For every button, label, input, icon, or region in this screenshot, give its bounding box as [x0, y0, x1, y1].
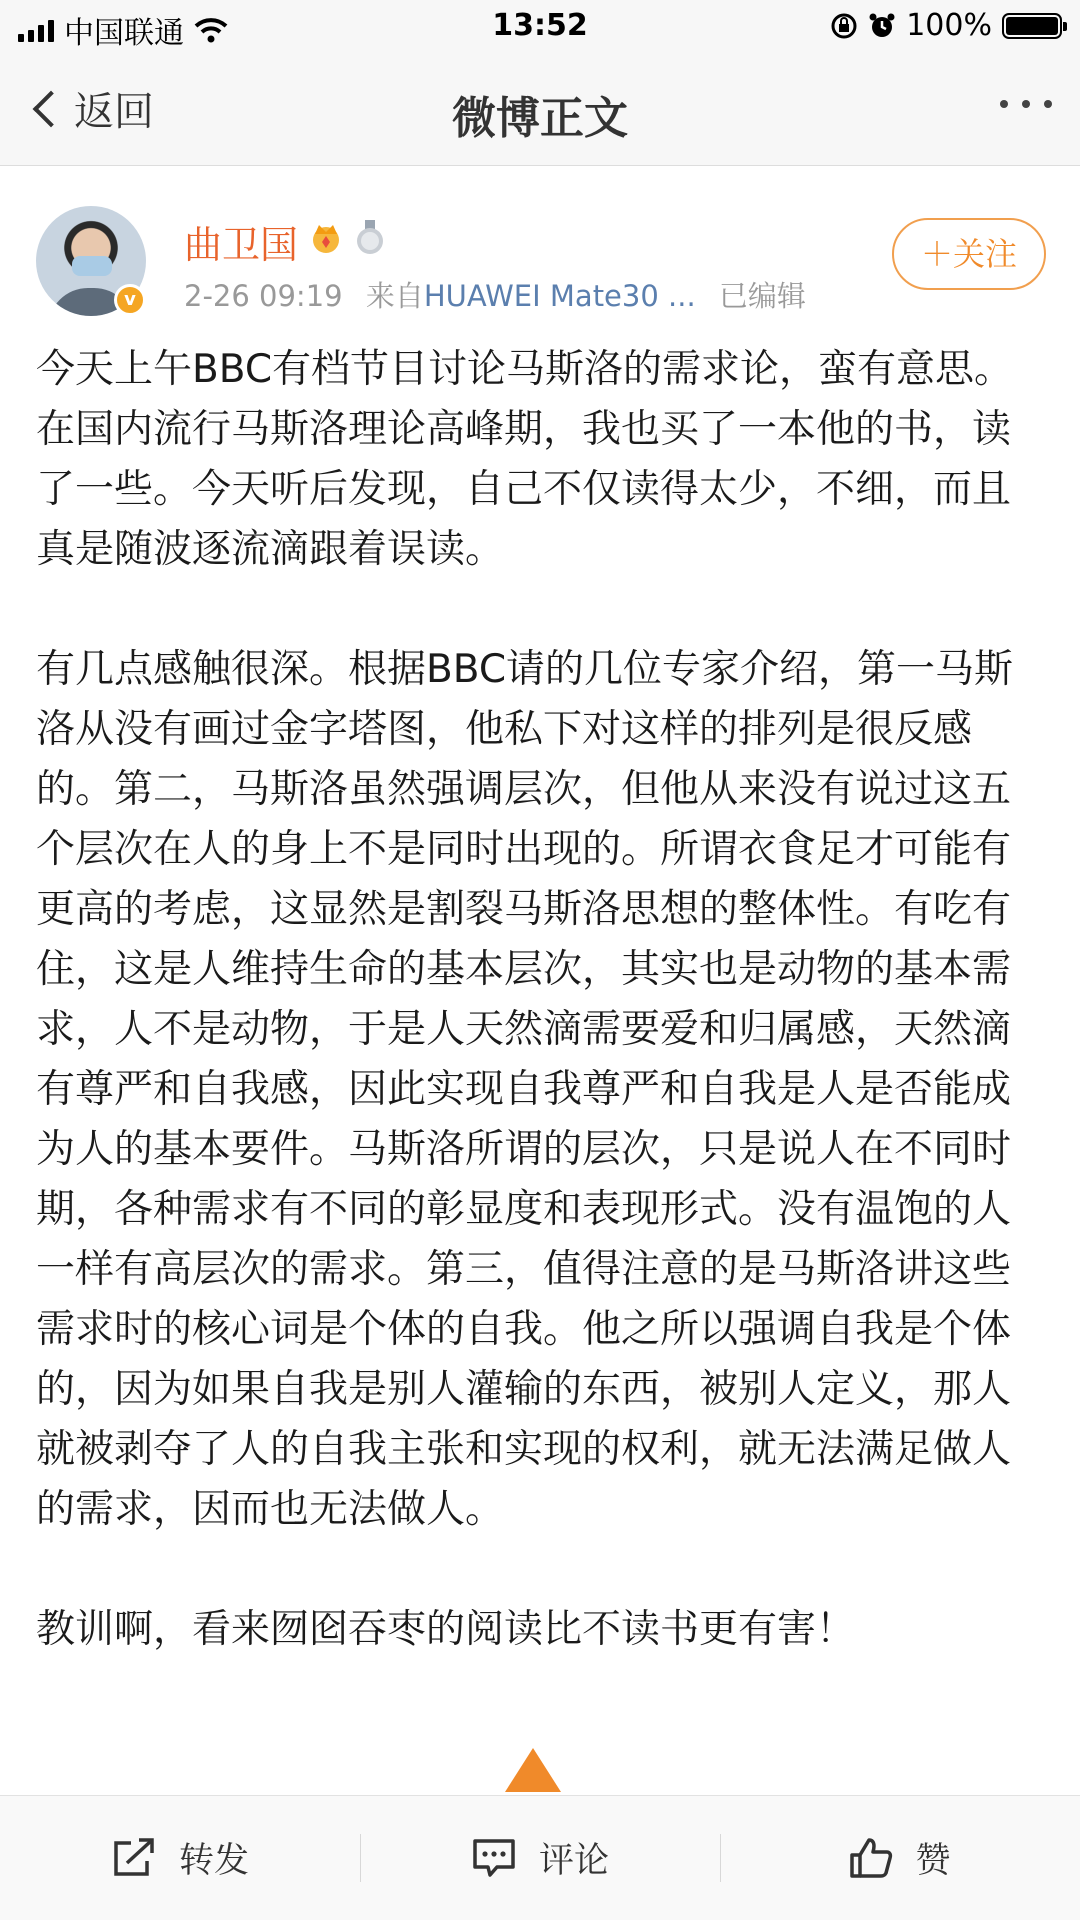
like-button[interactable] [720, 1796, 1080, 1920]
more-icon[interactable] [1000, 100, 1052, 108]
status-time: 13:52 [492, 8, 588, 43]
nav-bar [0, 54, 1080, 166]
repost-label: 转发 [178, 1841, 249, 1881]
page-title: 微博正文 [452, 93, 628, 144]
medal-icon[interactable] [354, 220, 386, 256]
edited-label[interactable]: 已编辑 [718, 279, 806, 313]
battery-percent: 100% [906, 8, 992, 43]
post-paragraph: 有几点感触很深。根据BBC请的几位专家介绍，第一马斯洛从没有画过金字塔图，他私下对这样的排列是很反感的。第二，马斯洛虽然强调层次，但他从来没有说过这五个层次在人的身上不是同时出现的。所谓衣食足才可能有更高的考虑，这显然是割裂马斯洛思想的整体性。有吃有住，这是人维持生命的基本层次，其实也是动物的基本需求，人不是动物，于是人天然滴需要爱和归属感，天然滴有尊严和自我感，因此实现自我尊严和自我是人是否能成为人的基本要件。马斯洛所谓的层次，只是说人在不同时期，各种需求有不同的彰显度和表现形式。没有温饱的人一样有高层次的需求。第三，值得注意的是马斯洛讲这些需求时的核心词是个体的自我。他之所以强调自我是个体的，因为如果自我是别人灌输的东西，被别人定义，那人就被剥夺了人的自我主张和实现的权利，就无法满足做人的需求，因而也无法做人。 [36, 647, 1014, 1532]
author-name[interactable]: 曲卫国 [184, 223, 299, 267]
source-prefix: 来自 [365, 279, 424, 313]
comment-icon [471, 1837, 517, 1879]
alarm-icon [868, 12, 896, 40]
source-link[interactable]: HUAWEI Mate30 ... [423, 279, 696, 313]
crown-icon[interactable] [308, 220, 344, 254]
post-meta [184, 274, 806, 315]
repost-icon [111, 1837, 157, 1879]
post-time: 2-26 09:19 [184, 279, 343, 313]
action-bar [0, 1795, 1080, 1920]
carrier-label: 中国联通 [64, 16, 184, 51]
follow-button[interactable]: ＋关注 [892, 218, 1046, 290]
battery-icon [1002, 13, 1062, 39]
comment-button[interactable] [360, 1796, 720, 1920]
status-right [830, 8, 1062, 43]
orientation-lock-icon [830, 12, 858, 40]
comment-label: 评论 [538, 1841, 609, 1881]
repost-button[interactable] [0, 1796, 360, 1920]
post-paragraph: 教训啊，看来囫囵吞枣的阅读比不读书更有害！ [36, 1607, 856, 1652]
status-bar [0, 0, 1080, 54]
like-label: 赞 [915, 1841, 951, 1881]
post-body [36, 340, 1036, 1660]
verified-badge-icon: v [114, 284, 146, 316]
post-header [36, 206, 1046, 316]
post-paragraph: 今天上午BBC有档节目讨论马斯洛的需求论，蛮有意思。在国内流行马斯洛理论高峰期，我也买了一本他的书，读了一些。今天听后发现，自己不仅读得太少，不细，而且真是随波逐流滴跟着误读。 [36, 347, 1014, 572]
back-label: 返回 [74, 89, 154, 135]
like-icon [849, 1837, 893, 1879]
